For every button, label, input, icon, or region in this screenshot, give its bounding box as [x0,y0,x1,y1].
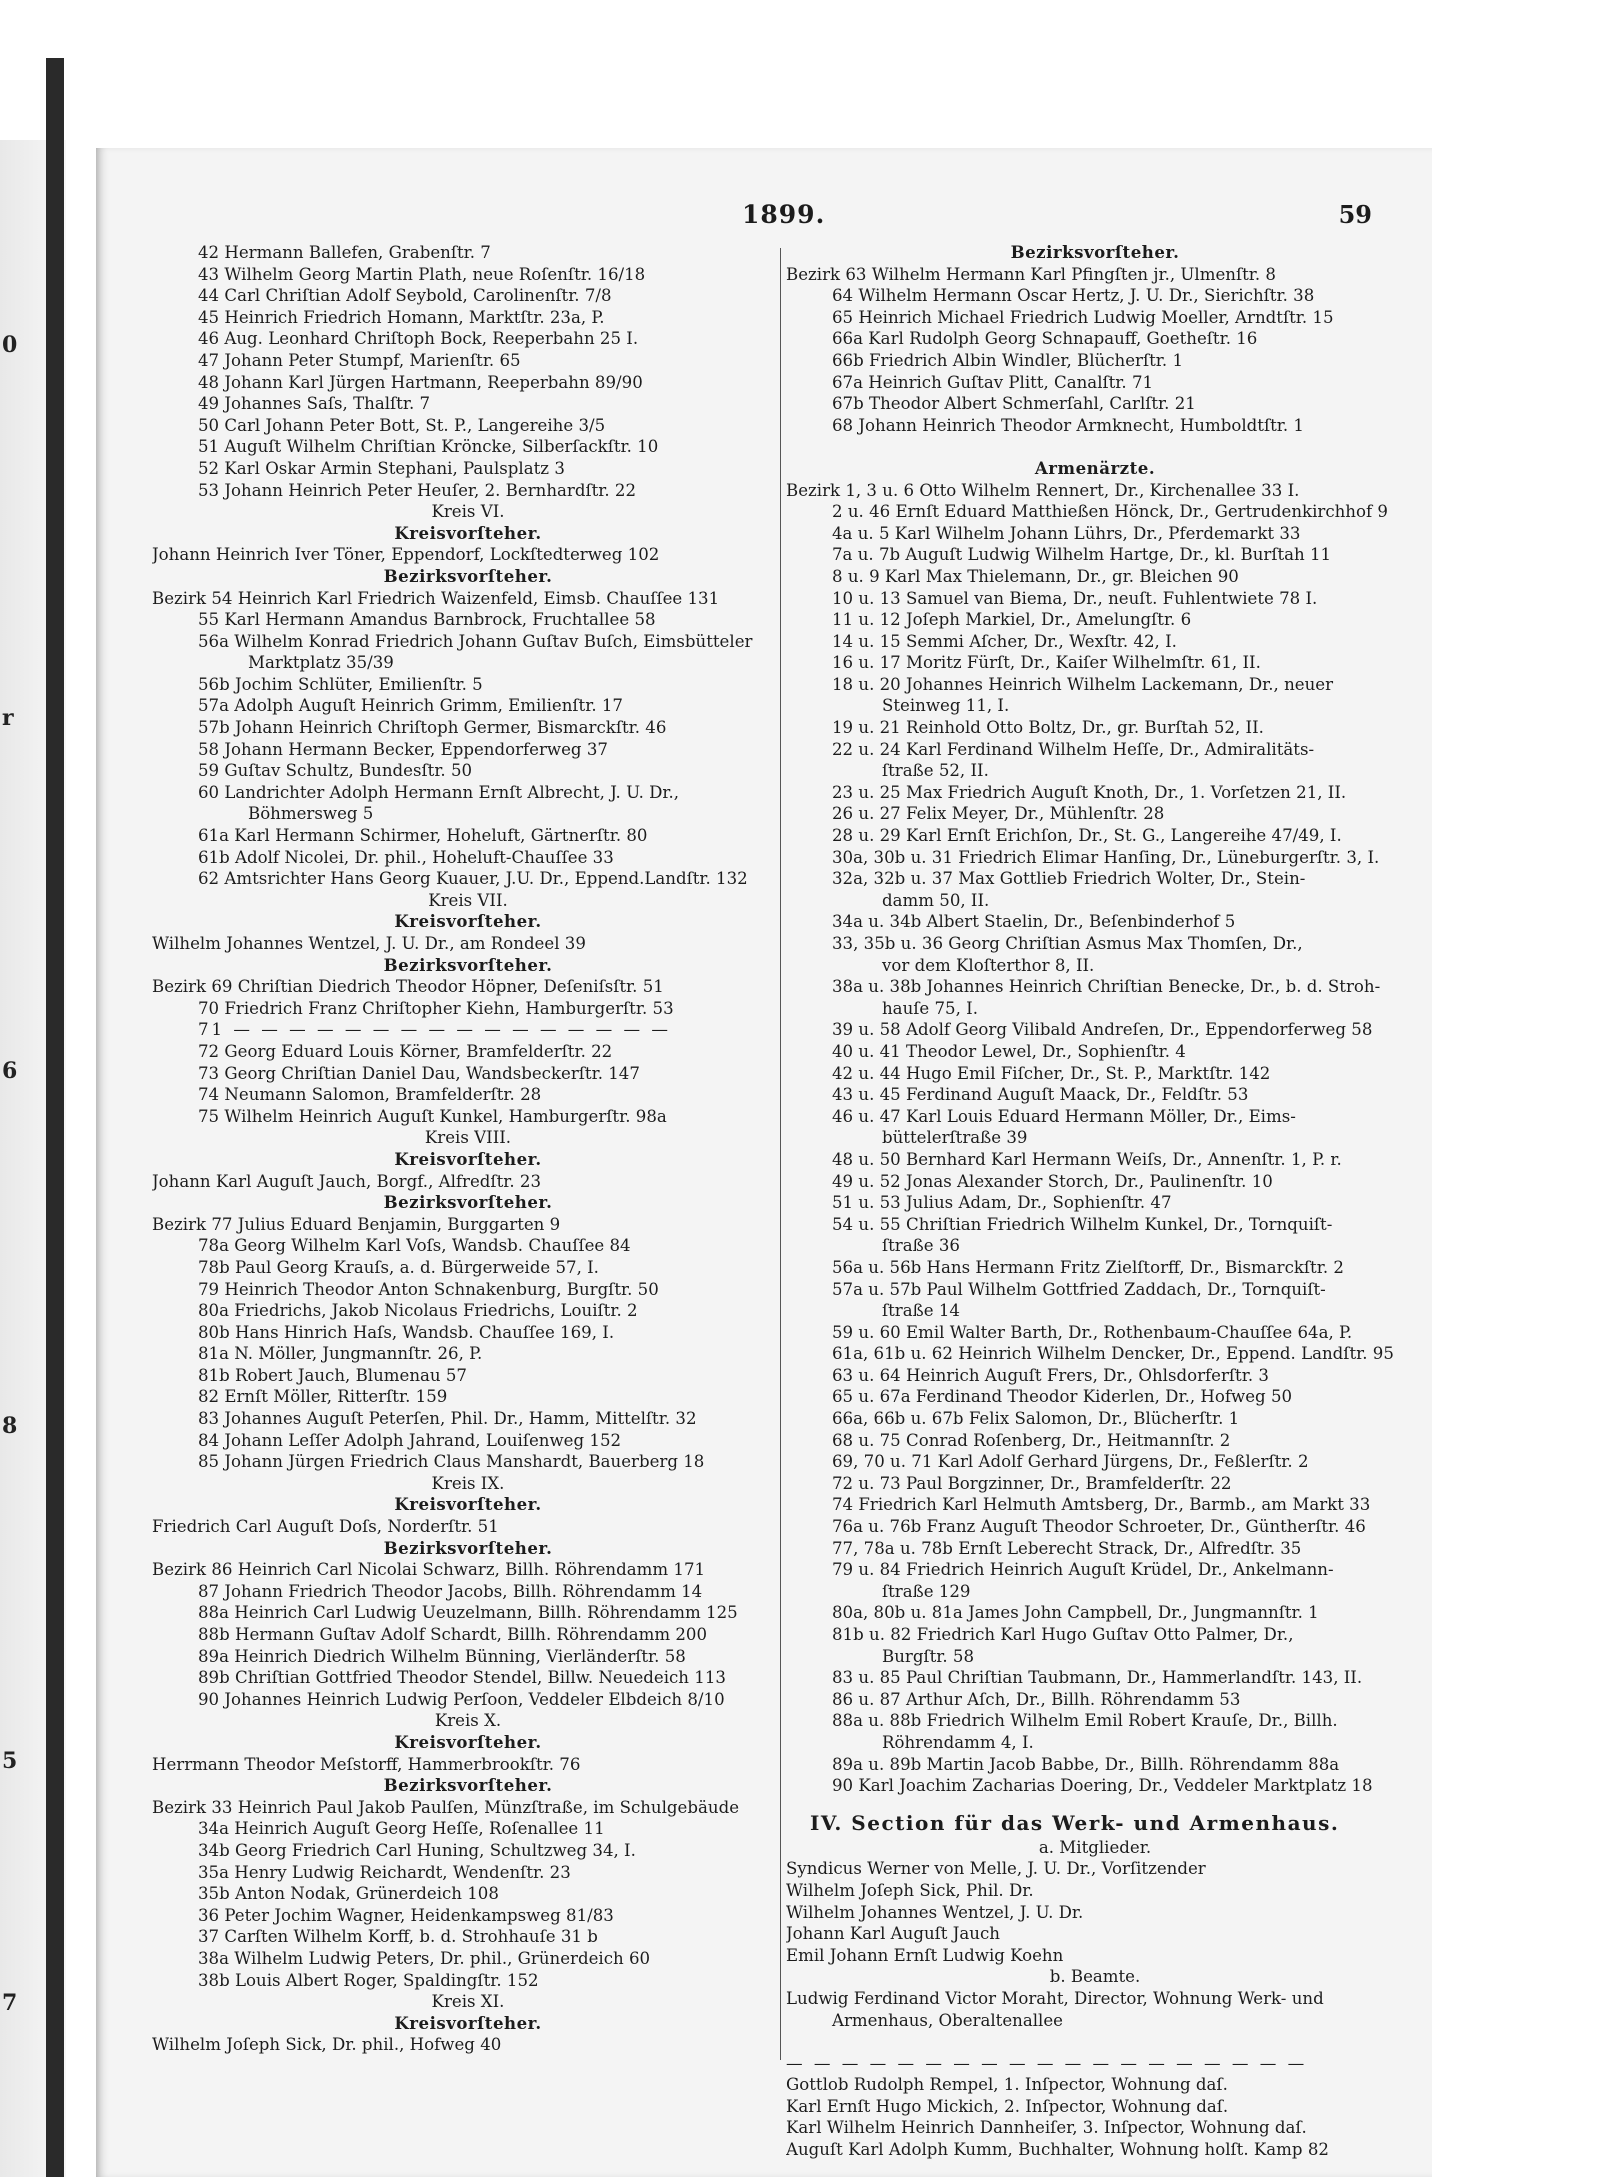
right-entry-line: 65 Heinrich Michael Friedrich Ludwig Moeller, Arndtſtr. 15 [832,307,1334,327]
left-entry-line: 38b Louis Albert Roger, Spaldingſtr. 152 [198,1970,539,1990]
left-section-heading: Kreisvorſteher. [394,911,542,932]
left-entry-line: 81a N. Möller, Jungmannſtr. 26, P. [198,1344,483,1364]
left-entry-line: 58 Johann Hermann Becker, Eppendorferweg 37 [198,739,608,759]
left-entry-line: 50 Carl Johann Peter Bott, St. P., Langereihe 3/5 [198,415,606,435]
right-subheading: a. Mitglieder. [1038,1837,1152,1857]
left-entry-line: Friedrich Carl Auguſt Doſs, Norderſtr. 51 [152,1517,499,1537]
right-entry-line: 2 u. 46 Ernſt Eduard Matthießen Hönck, Dr., Gertrudenkirchhof 9 [832,502,1388,522]
left-subheading: Kreis IX. [431,1473,505,1493]
left-entry-line: 35b Anton Nodak, Grünerdeich 108 [198,1884,499,1904]
left-entry-line: Marktplatz 35/39 [248,653,394,673]
left-entry-line: 48 Johann Karl Jürgen Hartmann, Reeperbahn 89/90 [198,372,643,392]
left-entry-line: 42 Hermann Ballefen, Grabenſtr. 7 [198,243,491,262]
right-section-heading: Bezirksvorſteher. [1010,242,1180,262]
left-entry-line: 53 Johann Heinrich Peter Heuſer, 2. Bernhardſtr. 22 [198,480,637,500]
left-entry-line: 79 Heinrich Theodor Anton Schnakenburg, Burgſtr. 50 [198,1279,659,1299]
right-entry-line: 69, 70 u. 71 Karl Adolf Gerhard Jürgens, Dr., Feßlerſtr. 2 [832,1452,1309,1472]
right-entry-line: 81b u. 82 Friedrich Karl Hugo Guſtav Otto Palmer, Dr., [832,1625,1294,1644]
left-entry-line: 55 Karl Hermann Amandus Barnbrock, Fruchtallee 58 [198,610,656,630]
left-entry-line: 34b Georg Friedrich Carl Huning, Schultzweg 34, I. [198,1840,636,1860]
right-entry-line: 66a, 66b u. 67b Felix Salomon, Dr., Blücherſtr. 1 [832,1409,1240,1429]
right-entry-line: 59 u. 60 Emil Walter Barth, Dr., Rothenbaum-Chauſſee 64a, P. [832,1322,1353,1342]
right-entry-line: 67b Theodor Albert Schmerſahl, Carlſtr. 21 [832,394,1196,414]
left-entry-line: 78b Paul Georg Krauſs, a. d. Bürgerweide 57, I. [198,1257,599,1277]
left-entry-line: 88a Heinrich Carl Ludwig Ueuzelmann, Billh. Röhrendamm 125 [198,1603,738,1623]
right-entry-line: 43 u. 45 Ferdinand Auguſt Maack, Dr., Feldſtr. 53 [832,1085,1249,1105]
right-entry-line: Steinweg 11, I. [882,696,1010,716]
right-entry-line: 34a u. 34b Albert Staelin, Dr., Beſenbinderhof 5 [832,912,1236,932]
left-entry-line: 88b Hermann Guſtav Adolf Schardt, Billh. Röhrendamm 200 [198,1625,708,1644]
right-entry-line: ſtraße 52, II. [882,761,989,781]
left-section-heading: Bezirksvorſteher. [383,1537,553,1558]
previous-page-text-fragment: 5 [2,1748,18,1774]
book-binding [46,58,64,2177]
right-entry-line: 8 u. 9 Karl Max Thielemann, Dr., gr. Bleichen 90 [832,566,1239,586]
right-entry-line: 26 u. 27 Felix Meyer, Dr., Mühlenſtr. 28 [832,804,1165,824]
left-column [152,242,784,2056]
left-entry-line: 47 Johann Peter Stumpf, Marienſtr. 65 [198,350,521,370]
right-entry-line: 88a u. 88b Friedrich Wilhelm Emil Robert Krauſe, Dr., Billh. [832,1711,1338,1731]
previous-page-text-fragment: 8 [2,1413,18,1439]
right-entry-line: Emil Johann Ernſt Ludwig Koehn [786,1945,1064,1965]
left-entry-line: 87 Johann Friedrich Theodor Jacobs, Billh. Röhrendamm 14 [198,1581,703,1601]
right-entry-line: Wilhelm Johannes Wentzel, J. U. Dr. [786,1902,1084,1922]
left-entry-line: 56b Jochim Schlüter, Emilienſtr. 5 [198,674,483,694]
right-entry-line: ſtraße 14 [882,1301,960,1321]
left-entry-line: Bezirk 54 Heinrich Karl Friedrich Waizenfeld, Eimsb. Chauſſee 131 [152,588,720,608]
right-entry-line: 14 u. 15 Semmi Aſcher, Dr., Wexſtr. 42, I. [832,631,1177,651]
left-entry-line: 90 Johannes Heinrich Ludwig Perſoon, Veddeler Elbdeich 8/10 [198,1689,725,1709]
left-entry-line: Wilhelm Johannes Wentzel, J. U. Dr., am Rondeel 39 [152,934,586,953]
right-entry-line: 38a u. 38b Johannes Heinrich Chriſtian Benecke, Dr., b. d. Stroh- [832,977,1381,997]
left-entry-line: Bezirk 33 Heinrich Paul Jakob Paulſen, Münzſtraße, im Schulgebäude [152,1797,740,1817]
left-subheading: Kreis XI. [431,1992,505,2012]
right-entry-line: 19 u. 21 Reinhold Otto Boltz, Dr., gr. Burſtah 52, II. [832,718,1264,738]
left-entry-line: 35a Henry Ludwig Reichardt, Wendenſtr. 23 [198,1862,571,1882]
right-entry-line: 30a, 30b u. 31 Friedrich Elimar Hanſing, Dr., Lüneburgerſtr. 3, I. [832,847,1380,867]
left-entry-line: 61a Karl Hermann Schirmer, Hoheluft, Gärtnerſtr. 80 [198,826,648,846]
right-entry-line: 28 u. 29 Karl Ernſt Erichſon, Dr., St. G., Langereihe 47/49, I. [832,826,1342,846]
right-entry-line: Röhrendamm 4, I. [882,1732,1034,1752]
left-entry-line: Bezirk 86 Heinrich Carl Nicolai Schwarz, Billh. Röhrendamm 171 [152,1560,706,1580]
left-entry-line: 38a Wilhelm Ludwig Peters, Dr. phil., Grünerdeich 60 [198,1948,651,1968]
left-entry-line: 73 Georg Chriſtian Daniel Dau, Wandsbeckerſtr. 147 [198,1063,640,1083]
right-entry-line: Gottlob Rudolph Rempel, 1. Inſpector, Wohnung daſ. [786,2075,1228,2095]
left-entry-line: 44 Carl Chriſtian Adolf Seybold, Carolinenſtr. 7/8 [198,286,612,306]
right-entry-line [786,436,1404,458]
right-entry-line: ſtraße 36 [882,1236,960,1256]
left-entry-line: 71 — — — — — — — — — — — — — — — — [198,1020,672,1040]
right-entry-line: damm 50, II. [882,890,990,910]
left-section-heading: Kreisvorſteher. [394,2012,542,2033]
left-entry-line: 80b Hans Hinrich Haſs, Wandsb. Chauſſee 169, I. [198,1322,615,1342]
right-entry-line: büttelerſtraße 39 [882,1128,1028,1148]
right-entry-line: 11 u. 12 Joſeph Markiel, Dr., Amelungſtr. 6 [832,610,1192,630]
left-entry-line: 57a Adolph Auguſt Heinrich Grimm, Emilienſtr. 17 [198,696,623,716]
right-entry-line: 67a Heinrich Guſtav Plitt, Canalſtr. 71 [832,372,1154,392]
right-entry-line: 80a, 80b u. 81a James John Campbell, Dr., Jungmannſtr. 1 [832,1603,1319,1623]
right-entry-line [786,2031,1404,2053]
right-entry-line: 57a u. 57b Paul Wilhelm Gottfried Zaddach, Dr., Tornquiſt- [832,1279,1326,1299]
left-section-heading: Kreisvorſteher. [394,1494,542,1515]
right-section-heading: Armenärzte. [1034,457,1156,478]
left-entry-line: Johann Heinrich Iver Töner, Eppendorf, Lockſtedterweg 102 [152,545,660,565]
right-entry-line: Bezirk 1, 3 u. 6 Otto Wilhelm Rennert, Dr., Kirchenallee 33 I. [786,480,1300,500]
left-entry-line: 78a Georg Wilhelm Karl Voſs, Wandsb. Chauſſee 84 [198,1236,631,1256]
left-subheading: Kreis VI. [431,502,505,522]
previous-page-text-fragment: 0 [2,332,18,358]
right-entry-line: Ludwig Ferdinand Victor Moraht, Director, Wohnung Werk- und [786,1988,1324,2008]
right-entry-line: 68 u. 75 Conrad Roſenberg, Dr., Heitmannſtr. 2 [832,1430,1231,1450]
right-entry-line: 10 u. 13 Samuel van Biema, Dr., neuſt. Fuhlentwiete 78 I. [832,588,1318,608]
left-entry-line: 83 Johannes Auguſt Peterſen, Phil. Dr., Hamm, Mittelſtr. 32 [198,1409,697,1429]
right-entry-line: ſtraße 129 [882,1581,971,1601]
left-entry-line: Bezirk 77 Julius Eduard Benjamin, Burggarten 9 [152,1214,561,1234]
left-subheading: Kreis X. [434,1711,502,1731]
left-entry-line: 34a Heinrich Auguſt Georg Heſſe, Roſenallee 11 [198,1819,605,1839]
left-subheading: Kreis VIII. [424,1128,512,1148]
left-entry-line: 56a Wilhelm Konrad Friedrich Johann Guſtav Buſch, Eimsbütteler [198,631,753,651]
right-entry-line: 51 u. 53 Julius Adam, Dr., Sophienſtr. 47 [832,1193,1172,1213]
left-entry-line: Wilhelm Joſeph Sick, Dr. phil., Hofweg 40 [152,2035,502,2055]
right-entry-line: 33, 35b u. 36 Georg Chriſtian Asmus Max Thomſen, Dr., [832,934,1303,953]
right-entry-line: 4a u. 5 Karl Wilhelm Johann Lührs, Dr., Pferdemarkt 33 [832,523,1301,543]
left-entry-line: 85 Johann Jürgen Friedrich Claus Manshardt, Bauerberg 18 [198,1452,705,1472]
right-entry-line: 56a u. 56b Hans Hermann Fritz Zielſtorff, Dr., Bismarckſtr. 2 [832,1257,1344,1277]
left-entry-line: 81b Robert Jauch, Blumenau 57 [198,1365,467,1385]
right-entry-line: 22 u. 24 Karl Ferdinand Wilhelm Heſſe, Dr., Admiralitäts- [832,739,1315,759]
right-entry-line: 46 u. 47 Karl Louis Eduard Hermann Möller, Dr., Eims- [832,1106,1296,1126]
left-entry-line: 62 Amtsrichter Hans Georg Kuauer, J.U. Dr., Eppend.Landſtr. 132 [198,869,748,889]
document-page [96,148,1432,2177]
left-section-heading: Bezirksvorſteher. [383,1775,553,1796]
left-entry-line: 89b Chriſtian Gottfried Theodor Stendel, Billw. Neuedeich 113 [198,1668,726,1688]
left-entry-line: 49 Johannes Saſs, Thalſtr. 7 [198,394,431,414]
right-entry-line: 7a u. 7b Auguſt Ludwig Wilhelm Hartge, Dr., kl. Burſtah 11 [832,545,1332,565]
left-entry-line: 52 Karl Oskar Armin Stephani, Paulsplatz 3 [198,458,565,478]
right-entry-line: 68 Johann Heinrich Theodor Armknecht, Humboldtſtr. 1 [832,415,1304,435]
previous-page-fragments [0,150,46,2170]
left-section-heading: Kreisvorſteher. [394,1731,542,1752]
right-entry-line: 86 u. 87 Arthur Aſch, Dr., Billh. Röhrendamm 53 [832,1689,1241,1709]
left-entry-line: Böhmersweg 5 [248,804,374,824]
right-column [786,242,1404,2161]
left-entry-line: 60 Landrichter Adolph Hermann Ernſt Albrecht, J. U. Dr., [198,782,680,802]
left-entry-line: 37 Carſten Wilhelm Korff, b. d. Strohhauſe 31 b [198,1927,598,1947]
left-section-heading: Bezirksvorſteher. [383,565,553,586]
left-entry-line: 36 Peter Jochim Wagner, Heidenkampsweg 81/83 [198,1905,614,1925]
right-entry-line: 77, 78a u. 78b Ernſt Leberecht Strack, Dr., Alfredſtr. 35 [832,1538,1302,1558]
right-subheading: b. Beamte. [1049,1967,1141,1987]
right-entry-line: 23 u. 25 Max Friedrich Auguſt Knoth, Dr., 1. Vorſetzen 21, II. [832,782,1347,802]
left-section-heading: Bezirksvorſteher. [383,954,553,975]
right-entry-line: 90 Karl Joachim Zacharias Doering, Dr., Veddeler Marktplatz 18 [832,1776,1373,1796]
left-entry-line: 72 Georg Eduard Louis Körner, Bramfelderſtr. 22 [198,1041,613,1061]
left-section-heading: Kreisvorſteher. [394,522,542,543]
right-entry-line: 18 u. 20 Johannes Heinrich Wilhelm Lackemann, Dr., neuer [832,674,1334,694]
left-entry-line: 80a Friedrichs, Jakob Nicolaus Friedrichs, Louiſtr. 2 [198,1301,638,1321]
left-section-heading: Kreisvorſteher. [394,1148,542,1169]
right-entry-line: Burgſtr. 58 [882,1646,975,1666]
right-entry-line: Karl Ernſt Hugo Mickich, 2. Inſpector, Wohnung daſ. [786,2096,1229,2116]
right-entry-line: 16 u. 17 Moritz Fürſt, Dr., Kaiſer Wilhelmſtr. 61, II. [832,653,1261,673]
right-entry-line: — — — — — — — — — — — — — — — — — — — [786,2053,1308,2073]
left-entry-line: 45 Heinrich Friedrich Homann, Marktſtr. 23a, P. [198,307,605,327]
right-entry-line: 66b Friedrich Albin Windler, Blücherſtr. 1 [832,350,1183,370]
left-entry-line: 82 Ernſt Möller, Ritterſtr. 159 [198,1387,448,1407]
right-entry-line: vor dem Kloſterthor 8, II. [882,955,1095,975]
right-entry-line: Auguſt Karl Adolph Kumm, Buchhalter, Wohnung holſt. Kamp 82 [786,2140,1329,2160]
left-entry-line: Johann Karl Auguſt Jauch, Borgf., Alfredſtr. 23 [152,1171,542,1191]
right-entry-line: 54 u. 55 Chriſtian Friedrich Wilhelm Kunkel, Dr., Tornquiſt- [832,1214,1333,1234]
right-entry-line: Johann Karl Auguſt Jauch [786,1924,1000,1944]
right-entry-line: 64 Wilhelm Hermann Oscar Hertz, J. U. Dr., Sierichſtr. 38 [832,286,1315,306]
right-entry-line: 48 u. 50 Bernhard Karl Hermann Weiſs, Dr., Annenſtr. 1, P. r. [832,1149,1342,1169]
right-entry-line: 39 u. 58 Adolf Georg Vilibald Andreſen, Dr., Eppendorferweg 58 [832,1020,1373,1040]
left-entry-line: 59 Guſtav Schultz, Bundesſtr. 50 [198,761,473,781]
right-entry-line: 42 u. 44 Hugo Emil Fiſcher, Dr., St. P., Marktſtr. 142 [832,1063,1271,1083]
left-entry-line: 74 Neumann Salomon, Bramfelderſtr. 28 [198,1085,542,1105]
previous-page-text-fragment: r [2,705,14,731]
left-entry-line: Herrmann Theodor Meſstorff, Hammerbrookſtr. 76 [152,1754,581,1774]
right-entry-line: 61a, 61b u. 62 Heinrich Wilhelm Dencker, Dr., Eppend. Landſtr. 95 [832,1344,1394,1364]
right-entry-line: Wilhelm Joſeph Sick, Phil. Dr. [786,1880,1034,1900]
left-entry-line: 51 Auguſt Wilhelm Chriſtian Kröncke, Silberſackſtr. 10 [198,437,659,457]
right-entry-line: Bezirk 63 Wilhelm Hermann Karl Pfingſten jr., Ulmenſtr. 8 [786,264,1276,284]
left-entry-line: 43 Wilhelm Georg Martin Plath, neue Roſenſtr. 16/18 [198,264,646,284]
right-entry-line: 66a Karl Rudolph Georg Schnapauff, Goetheſtr. 16 [832,329,1258,349]
previous-page-text-fragment: 7 [2,1990,18,2016]
page-header [96,200,1432,234]
left-entry-line: 57b Johann Heinrich Chriſtoph Germer, Bismarckſtr. 46 [198,718,667,738]
previous-page-text-fragment: 6 [2,1058,18,1084]
right-entry-line: 32a, 32b u. 37 Max Gottlieb Friedrich Wolter, Dr., Stein- [832,869,1306,889]
left-entry-line: 84 Johann Leſſer Adolph Jahrand, Louiſenweg 152 [198,1430,622,1450]
page-number: 59 [1338,200,1372,229]
right-entry-line: 65 u. 67a Ferdinand Theodor Kiderlen, Dr., Hofweg 50 [832,1387,1293,1407]
right-entry-line: 72 u. 73 Paul Borgzinner, Dr., Bramfelderſtr. 22 [832,1473,1232,1493]
left-entry-line: Bezirk 69 Chriſtian Diedrich Theodor Höpner, Deſeniſsſtr. 51 [152,977,664,997]
left-entry-line: 75 Wilhelm Heinrich Auguſt Kunkel, Hamburgerſtr. 98a [198,1106,667,1126]
right-entry-line: 40 u. 41 Theodor Lewel, Dr., Sophienſtr. 4 [832,1041,1186,1061]
right-entry-line: Armenhaus, Oberaltenallee [832,2010,1063,2030]
right-entry-line: 79 u. 84 Friedrich Heinrich Auguſt Krüdel, Dr., Ankelmann- [832,1560,1334,1580]
right-entry-line: 76a u. 76b Franz Auguſt Theodor Schroeter, Dr., Güntherſtr. 46 [832,1517,1366,1537]
left-section-heading: Bezirksvorſteher. [383,1192,553,1213]
right-section-title: IV. Section für das Werk- und Armenhaus. [810,1810,1340,1835]
page-year: 1899. [742,200,826,229]
right-entry-line: hauſe 75, I. [882,998,978,1018]
right-entry-line: 83 u. 85 Paul Chriſtian Taubmann, Dr., Hammerlandſtr. 143, II. [832,1668,1363,1688]
right-entry-line: 74 Friedrich Karl Helmuth Amtsberg, Dr., Barmb., am Markt 33 [832,1495,1371,1515]
right-entry-line: 63 u. 64 Heinrich Auguſt Frers, Dr., Ohlsdorferſtr. 3 [832,1365,1269,1385]
left-entry-line: 89a Heinrich Diedrich Wilhelm Bünning, Vierländerſtr. 58 [198,1646,686,1666]
right-entry-line: 89a u. 89b Martin Jacob Babbe, Dr., Billh. Röhrendamm 88a [832,1754,1340,1774]
left-subheading: Kreis VII. [428,890,508,910]
right-entry-line: Karl Wilhelm Heinrich Dannheiſer, 3. Inſpector, Wohnung daſ. [786,2118,1307,2138]
right-entry-line: Syndicus Werner von Melle, J. U. Dr., Vorſitzender [786,1859,1206,1879]
left-entry-line: 70 Friedrich Franz Chriſtopher Kiehn, Hamburgerſtr. 53 [198,998,674,1018]
left-entry-line: 46 Aug. Leonhard Chriſtoph Bock, Reeperbahn 25 I. [198,329,639,349]
right-entry-line: 49 u. 52 Jonas Alexander Storch, Dr., Paulinenſtr. 10 [832,1171,1273,1191]
left-entry-line: 61b Adolf Nicolei, Dr. phil., Hoheluft-Chauſſee 33 [198,847,614,867]
